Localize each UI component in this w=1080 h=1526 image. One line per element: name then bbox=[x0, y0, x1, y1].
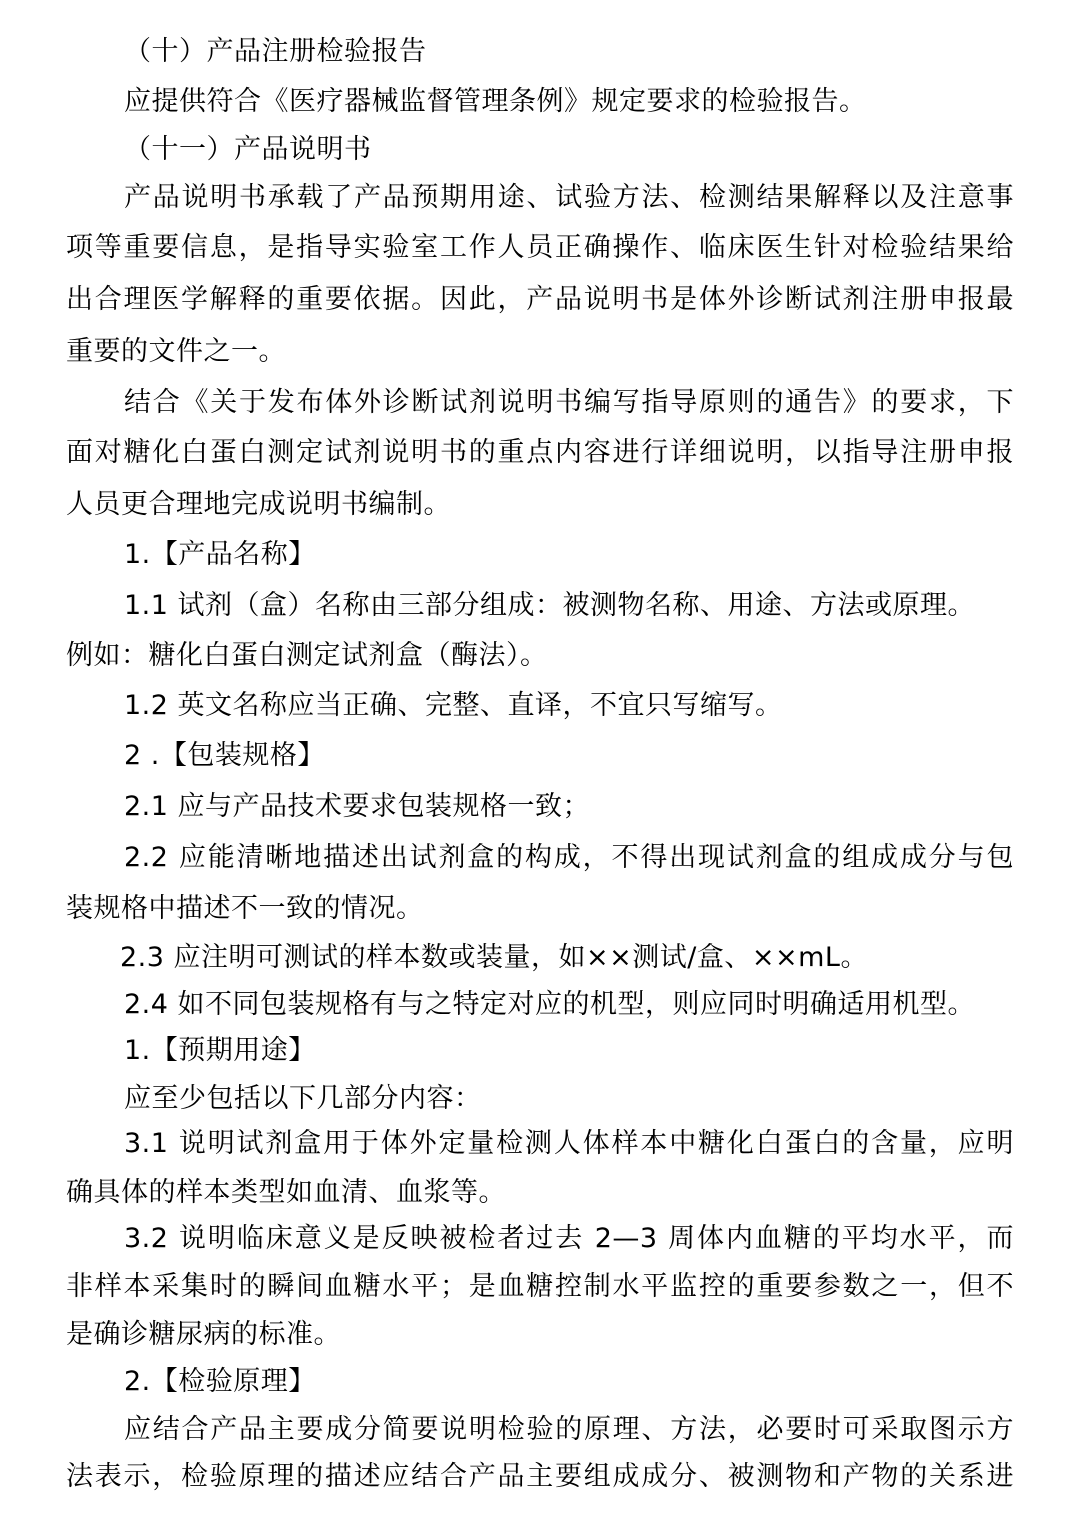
item-heading-intended-use: 1.【预期用途】 bbox=[124, 1035, 316, 1066]
paragraph-line: 1.2 英文名称应当正确、完整、直译，不宜只写缩写。 bbox=[124, 690, 783, 721]
paragraph-line: 结合《关于发布体外诊断试剂说明书编写指导原则的通告》的要求，下 bbox=[124, 387, 1014, 418]
paragraph-line: 项等重要信息，是指导实验室工作人员正确操作、临床医生针对检验结果给 bbox=[66, 232, 1014, 263]
paragraph-line: 例如：糖化白蛋白测定试剂盒（酶法）。 bbox=[66, 640, 548, 671]
item-heading-package-spec: 2 .【包装规格】 bbox=[124, 740, 325, 771]
paragraph-line: 应结合产品主要成分简要说明检验的原理、方法，必要时可采取图示方 bbox=[124, 1414, 1014, 1445]
paragraph-line: 2.2 应能清晰地描述出试剂盒的构成，不得出现试剂盒的组成成分与包 bbox=[124, 842, 1014, 873]
section-heading-product-manual: （十一）产品说明书 bbox=[124, 134, 372, 165]
section-heading-inspection-report: （十）产品注册检验报告 bbox=[124, 36, 427, 67]
paragraph-line: 装规格中描述不一致的情况。 bbox=[66, 893, 424, 924]
paragraph-line: 3.2 说明临床意义是反映被检者过去 2—3 周体内血糖的平均水平，而 bbox=[124, 1223, 1014, 1254]
paragraph-line: 3.1 说明试剂盒用于体外定量检测人体样本中糖化白蛋白的含量，应明 bbox=[124, 1128, 1014, 1159]
paragraph-line: 人员更合理地完成说明书编制。 bbox=[66, 489, 451, 520]
paragraph-line: 产品说明书承载了产品预期用途、试验方法、检测结果解释以及注意事 bbox=[124, 182, 1014, 213]
paragraph-line: 确具体的样本类型如血清、血浆等。 bbox=[66, 1177, 506, 1208]
paragraph-line: 法表示，检验原理的描述应结合产品主要组成成分、被测物和产物的关系进 bbox=[66, 1461, 1014, 1492]
paragraph-line: 2.4 如不同包装规格有与之特定对应的机型，则应同时明确适用机型。 bbox=[124, 989, 976, 1020]
paragraph-line: 2.1 应与产品技术要求包装规格一致； bbox=[124, 791, 591, 822]
paragraph-line: 2.3 应注明可测试的样本数或装量，如××测试/盒、××mL。 bbox=[120, 942, 868, 973]
paragraph-line: 出合理医学解释的重要依据。因此，产品说明书是体外诊断试剂注册申报最 bbox=[66, 284, 1014, 315]
paragraph-line: 面对糖化白蛋白测定试剂说明书的重点内容进行详细说明，以指导注册申报 bbox=[66, 437, 1014, 468]
paragraph-line: 应提供符合《医疗器械监督管理条例》规定要求的检验报告。 bbox=[124, 86, 867, 117]
item-heading-test-principle: 2.【检验原理】 bbox=[124, 1366, 316, 1397]
paragraph-line: 应至少包括以下几部分内容： bbox=[124, 1083, 482, 1114]
paragraph-line: 是确诊糖尿病的标准。 bbox=[66, 1319, 341, 1350]
item-heading-product-name: 1.【产品名称】 bbox=[124, 539, 316, 570]
paragraph-line: 非样本采集时的瞬间血糖水平；是血糖控制水平监控的重要参数之一，但不 bbox=[66, 1271, 1014, 1302]
paragraph-line: 重要的文件之一。 bbox=[66, 336, 286, 367]
paragraph-line: 1.1 试剂（盒）名称由三部分组成：被测物名称、用途、方法或原理。 bbox=[124, 590, 976, 621]
